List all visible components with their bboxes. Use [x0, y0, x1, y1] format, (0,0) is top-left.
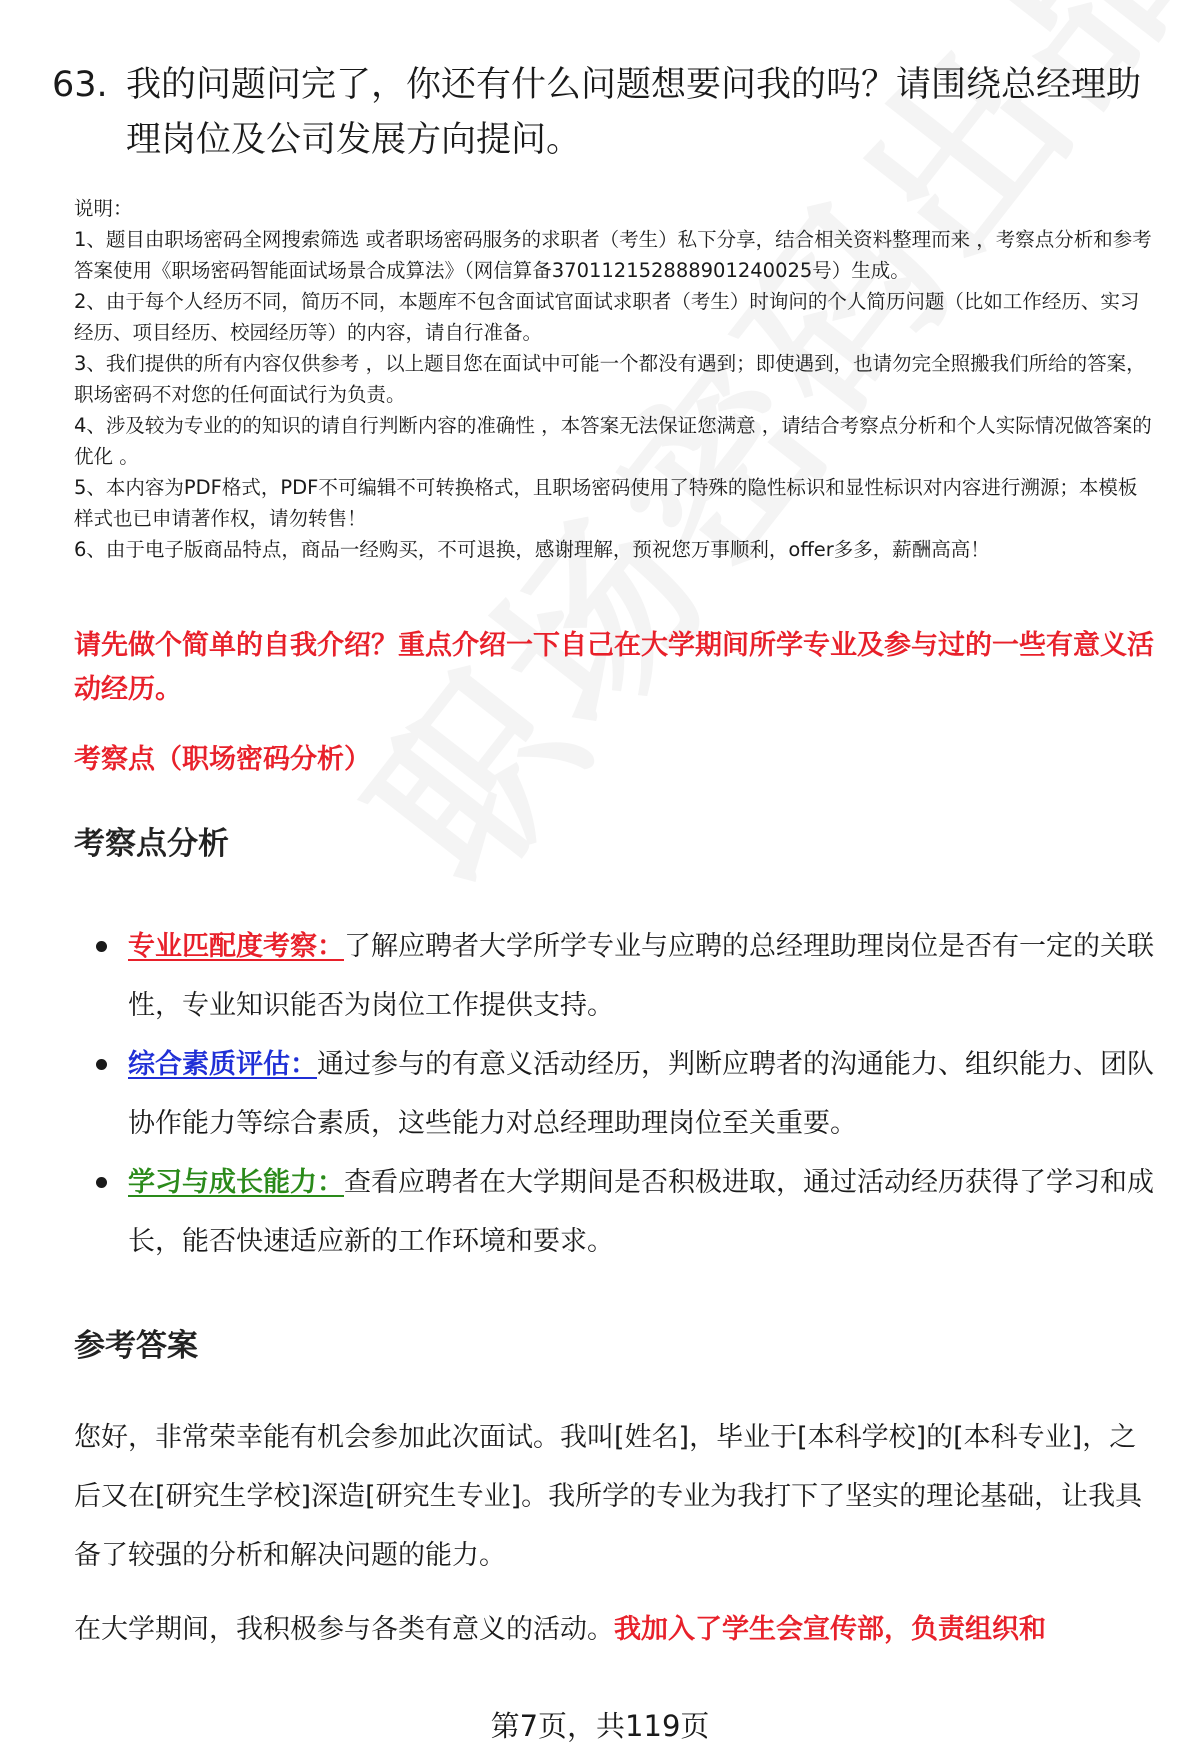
answer-paragraph: 您好，非常荣幸能有机会参加此次面试。我叫[姓名]，毕业于[本科学校]的[本科专业]，之后又在[研究生学校]深造[研究生专业]。我所学的专业为我打下了坚实的理论基础，让我具备了较强的分析和解决问题的能力。 — [74, 1422, 1143, 1571]
analysis-heading: 考察点分析 — [74, 826, 229, 862]
note-item: 2、由于每个人经历不同，简历不同，本题库不包含面试官面试求职者（考生）时询问的个人简历问题（比如工作经历、实习经历、项目经历、校园经历等）的内容，请自行准备。 — [74, 290, 1140, 344]
answer-heading: 参考答案 — [74, 1328, 198, 1364]
analysis-red-heading: 考察点（职场密码分析） — [74, 744, 371, 775]
note-item: 6、由于电子版商品特点，商品一经购买，不可退换，感谢理解，预祝您万事顺利，offer多多，薪酬高高！ — [74, 538, 990, 561]
analysis-bullet — [96, 917, 1156, 1035]
bullet-dot-icon — [96, 1177, 107, 1188]
bullet-text: 通过参与的有意义活动经历，判断应聘者的沟通能力、组织能力、团队协作能力等综合素质，这些能力对总经理助理岗位至关重要。 — [128, 1049, 1154, 1139]
notes-title: 说明： — [74, 197, 133, 220]
bullet-keyword: 专业匹配度考察： — [128, 931, 344, 962]
question-number: 63. — [52, 65, 108, 105]
sub-question: 请先做个简单的自我介绍？重点介绍一下自己在大学期间所学专业及参与过的一些有意义活动经历。 — [74, 630, 1154, 705]
page-footer: 第7页，共119页 — [490, 1709, 710, 1743]
note-item: 1、题目由职场密码全网搜索筛选 或者职场密码服务的求职者（考生）私下分享，结合相关资料整理而来 ，考察点分析和参考答案使用《职场密码智能面试场景合成算法》（网信算备370112152888901240025号）生成。 — [74, 228, 1152, 282]
question-text: 我的问题问完了，你还有什么问题想要问我的吗？请围绕总经理助理岗位及公司发展方向提问。 — [126, 65, 1142, 160]
bullet-keyword: 学习与成长能力： — [128, 1167, 344, 1198]
bullet-dot-icon — [96, 1059, 107, 1070]
bullet-keyword: 综合素质评估： — [128, 1049, 317, 1080]
analysis-bullet — [96, 1153, 1156, 1271]
answer-paragraph-2 — [74, 1600, 1154, 1659]
note-item: 4、涉及较为专业的的知识的请自行判断内容的准确性 ，本答案无法保证您满意 ，请结合考察点分析和个人实际情况做答案的优化 。 — [74, 414, 1152, 468]
notes-block — [74, 193, 1154, 565]
note-item: 5、本内容为PDF格式，PDF不可编辑不可转换格式，且职场密码使用了特殊的隐性标识和显性标识对内容进行溯源；本模板样式也已申请著作权，请勿转售！ — [74, 476, 1138, 530]
bullet-text: 了解应聘者大学所学专业与应聘的总经理助理岗位是否有一定的关联性，专业知识能否为岗位工作提供支持。 — [128, 931, 1154, 1021]
bullet-dot-icon — [96, 941, 107, 952]
answer-plain-text: 在大学期间，我积极参与各类有意义的活动。 — [74, 1614, 614, 1645]
question-title — [52, 58, 1152, 168]
note-item: 3、我们提供的所有内容仅供参考 ，以上题目您在面试中可能一个都没有遇到；即使遇到，也请勿完全照搬我们所给的答案，职场密码不对您的任何面试行为负责。 — [74, 352, 1146, 406]
bullet-text: 查看应聘者在大学期间是否积极进取，通过活动经历获得了学习和成长，能否快速适应新的工作环境和要求。 — [128, 1167, 1154, 1257]
analysis-bullet — [96, 1035, 1156, 1153]
analysis-list — [96, 917, 1156, 1271]
answer-highlight-text: 我加入了学生会宣传部，负责组织和 — [614, 1614, 1046, 1645]
